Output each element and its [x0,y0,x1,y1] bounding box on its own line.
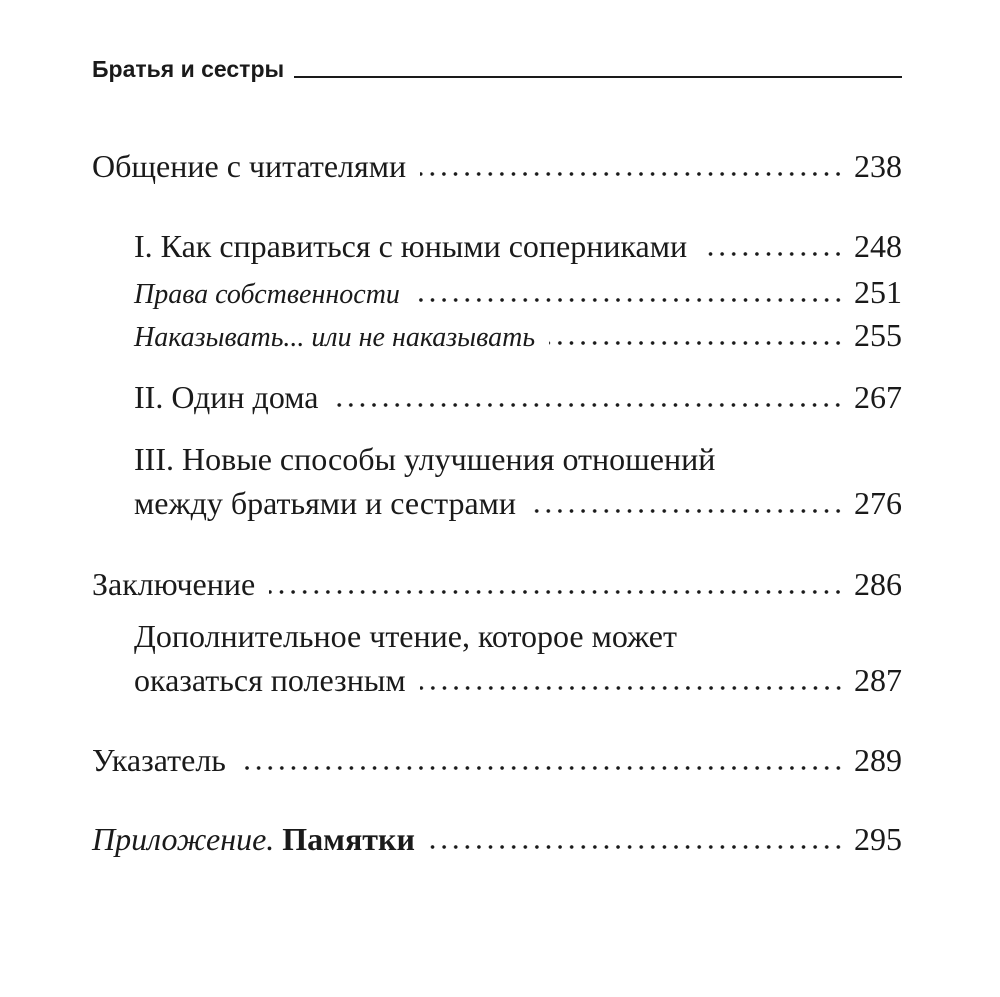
toc-entry-title: Указатель [92,742,226,778]
toc-entry-page: 238 [854,148,902,184]
toc-entry-page: 255 [854,317,902,353]
toc-entry-title-italic: Приложение. [92,821,275,857]
toc-entry-rivals[interactable] [134,224,902,268]
toc-entry-title-line2: между братьями и сестрами [134,485,517,521]
toc-entry-title: Наказывать... или не наказывать [134,322,536,353]
toc-entry-page: 286 [854,566,902,602]
toc-entry-title: Заключение [92,566,256,602]
toc-entry-newways[interactable] [134,437,902,525]
toc-entry-page: 251 [854,274,902,310]
leader-dots [549,341,844,345]
toc-entry-title: II. Один дома [134,379,319,415]
toc-entry-title: Общение с читателями [92,148,407,184]
leader-dots [420,686,844,690]
leader-dots [530,509,844,513]
toc-entry-page: 276 [854,485,902,521]
toc-entry-property[interactable] [134,270,902,314]
toc-entry-page: 267 [854,379,902,415]
toc-entry-title-bold: Памятки [282,821,415,857]
toc-entry-appendix[interactable] [92,817,902,861]
leader-dots [701,252,844,256]
leader-dots [414,298,844,302]
toc-entry-alone[interactable] [134,375,902,419]
running-header [92,54,902,84]
leader-dots [332,403,844,407]
toc-entry-conclusion[interactable] [92,562,902,606]
toc-entry-punish[interactable] [134,313,902,357]
toc-entry-readers[interactable] [92,144,902,188]
toc-entry-title: I. Как справиться с юными соперниками [134,228,688,264]
toc-entry-page: 287 [854,662,902,698]
leader-dots [269,590,844,594]
toc-entry-index[interactable] [92,738,902,782]
toc-entry-title-line1: Дополнительное чтение, которое может [134,618,677,654]
toc-entry-title: Права собственности [134,279,400,310]
running-header-title: Братья и сестры [92,54,294,84]
toc-entry-page: 289 [854,742,902,778]
leader-dots [420,172,844,176]
leader-dots [429,845,844,849]
toc-entry-title-line1: III. Новые способы улучшения отношений [134,441,716,477]
leader-dots [240,766,844,770]
toc-entry-title [92,817,415,861]
toc-entry-page: 248 [854,228,902,264]
toc-entry-title-line2: оказаться полезным [134,662,406,698]
toc-entry-reading[interactable] [134,614,902,702]
toc-entry-page: 295 [854,821,902,857]
